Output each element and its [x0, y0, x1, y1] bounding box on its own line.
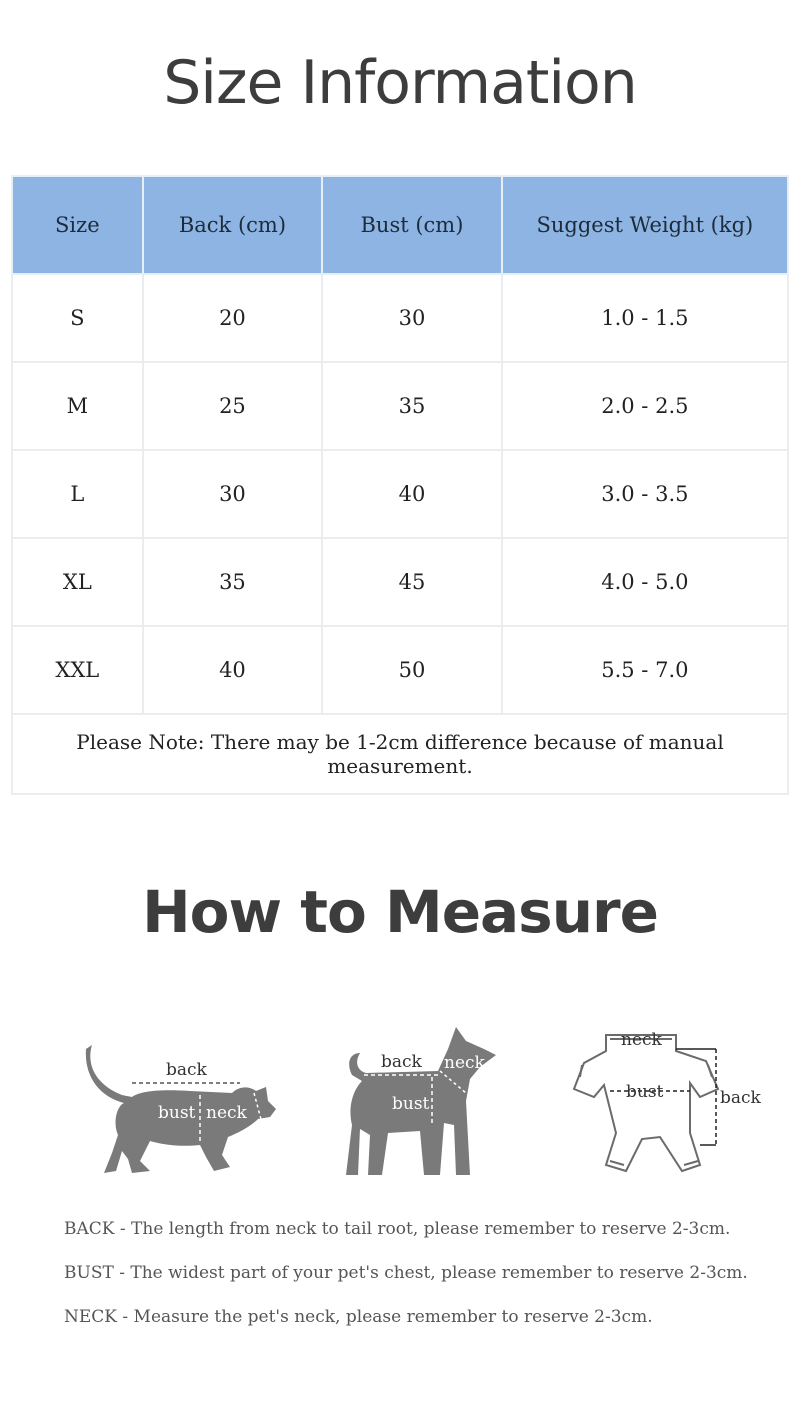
measurement-note: Please Note: There may be 1-2cm difference because of manual measurement.	[12, 714, 788, 794]
table-row	[12, 450, 788, 538]
garment-outline-icon	[574, 1035, 718, 1171]
cat-neck-label: neck	[206, 1103, 247, 1123]
table-row	[12, 538, 788, 626]
cell-weight: 5.5 - 7.0	[502, 626, 788, 714]
cell-weight: 3.0 - 3.5	[502, 450, 788, 538]
cell-bust: 30	[322, 274, 502, 362]
table-row	[12, 626, 788, 714]
how-to-measure-title: How to Measure	[142, 878, 658, 946]
dog-neck-label: neck	[444, 1053, 485, 1073]
measure-diagrams	[0, 1005, 800, 1335]
cell-back: 30	[143, 450, 323, 538]
table-row	[12, 274, 788, 362]
dog-diagram	[346, 1027, 496, 1175]
cell-weight: 2.0 - 2.5	[502, 362, 788, 450]
cell-size: M	[12, 362, 143, 450]
cell-bust: 40	[322, 450, 502, 538]
bust-description: BUST - The widest part of your pet's chest, please remember to reserve 2-3cm.	[64, 1263, 748, 1283]
header-size: Size	[12, 176, 143, 274]
back-description: BACK - The length from neck to tail root, please remember to reserve 2-3cm.	[64, 1219, 731, 1239]
cell-weight: 1.0 - 1.5	[502, 274, 788, 362]
size-table	[11, 175, 789, 795]
cell-size: XL	[12, 538, 143, 626]
dog-back-label: back	[381, 1052, 422, 1072]
cell-size: XXL	[12, 626, 143, 714]
cell-bust: 35	[322, 362, 502, 450]
cell-back: 20	[143, 274, 323, 362]
cat-bust-label: bust	[158, 1103, 196, 1123]
cell-size: L	[12, 450, 143, 538]
dog-bust-label: bust	[392, 1094, 430, 1114]
garment-back-label: back	[720, 1088, 761, 1108]
neck-description: NECK - Measure the pet's neck, please remember to reserve 2-3cm.	[64, 1307, 653, 1327]
size-information-title: Size Information	[163, 48, 637, 118]
cat-back-label: back	[166, 1060, 207, 1080]
table-row	[12, 362, 788, 450]
cell-bust: 50	[322, 626, 502, 714]
cell-bust: 45	[322, 538, 502, 626]
cell-back: 35	[143, 538, 323, 626]
header-back: Back (cm)	[143, 176, 323, 274]
garment-neck-label: neck	[621, 1030, 662, 1050]
header-bust: Bust (cm)	[322, 176, 502, 274]
table-header-row	[12, 176, 788, 274]
cell-back: 40	[143, 626, 323, 714]
cell-back: 25	[143, 362, 323, 450]
header-weight: Suggest Weight (kg)	[502, 176, 788, 274]
garment-bust-label: bust	[626, 1082, 664, 1102]
garment-diagram	[574, 1035, 718, 1171]
cell-size: S	[12, 274, 143, 362]
cat-diagram	[86, 1045, 276, 1173]
cell-weight: 4.0 - 5.0	[502, 538, 788, 626]
